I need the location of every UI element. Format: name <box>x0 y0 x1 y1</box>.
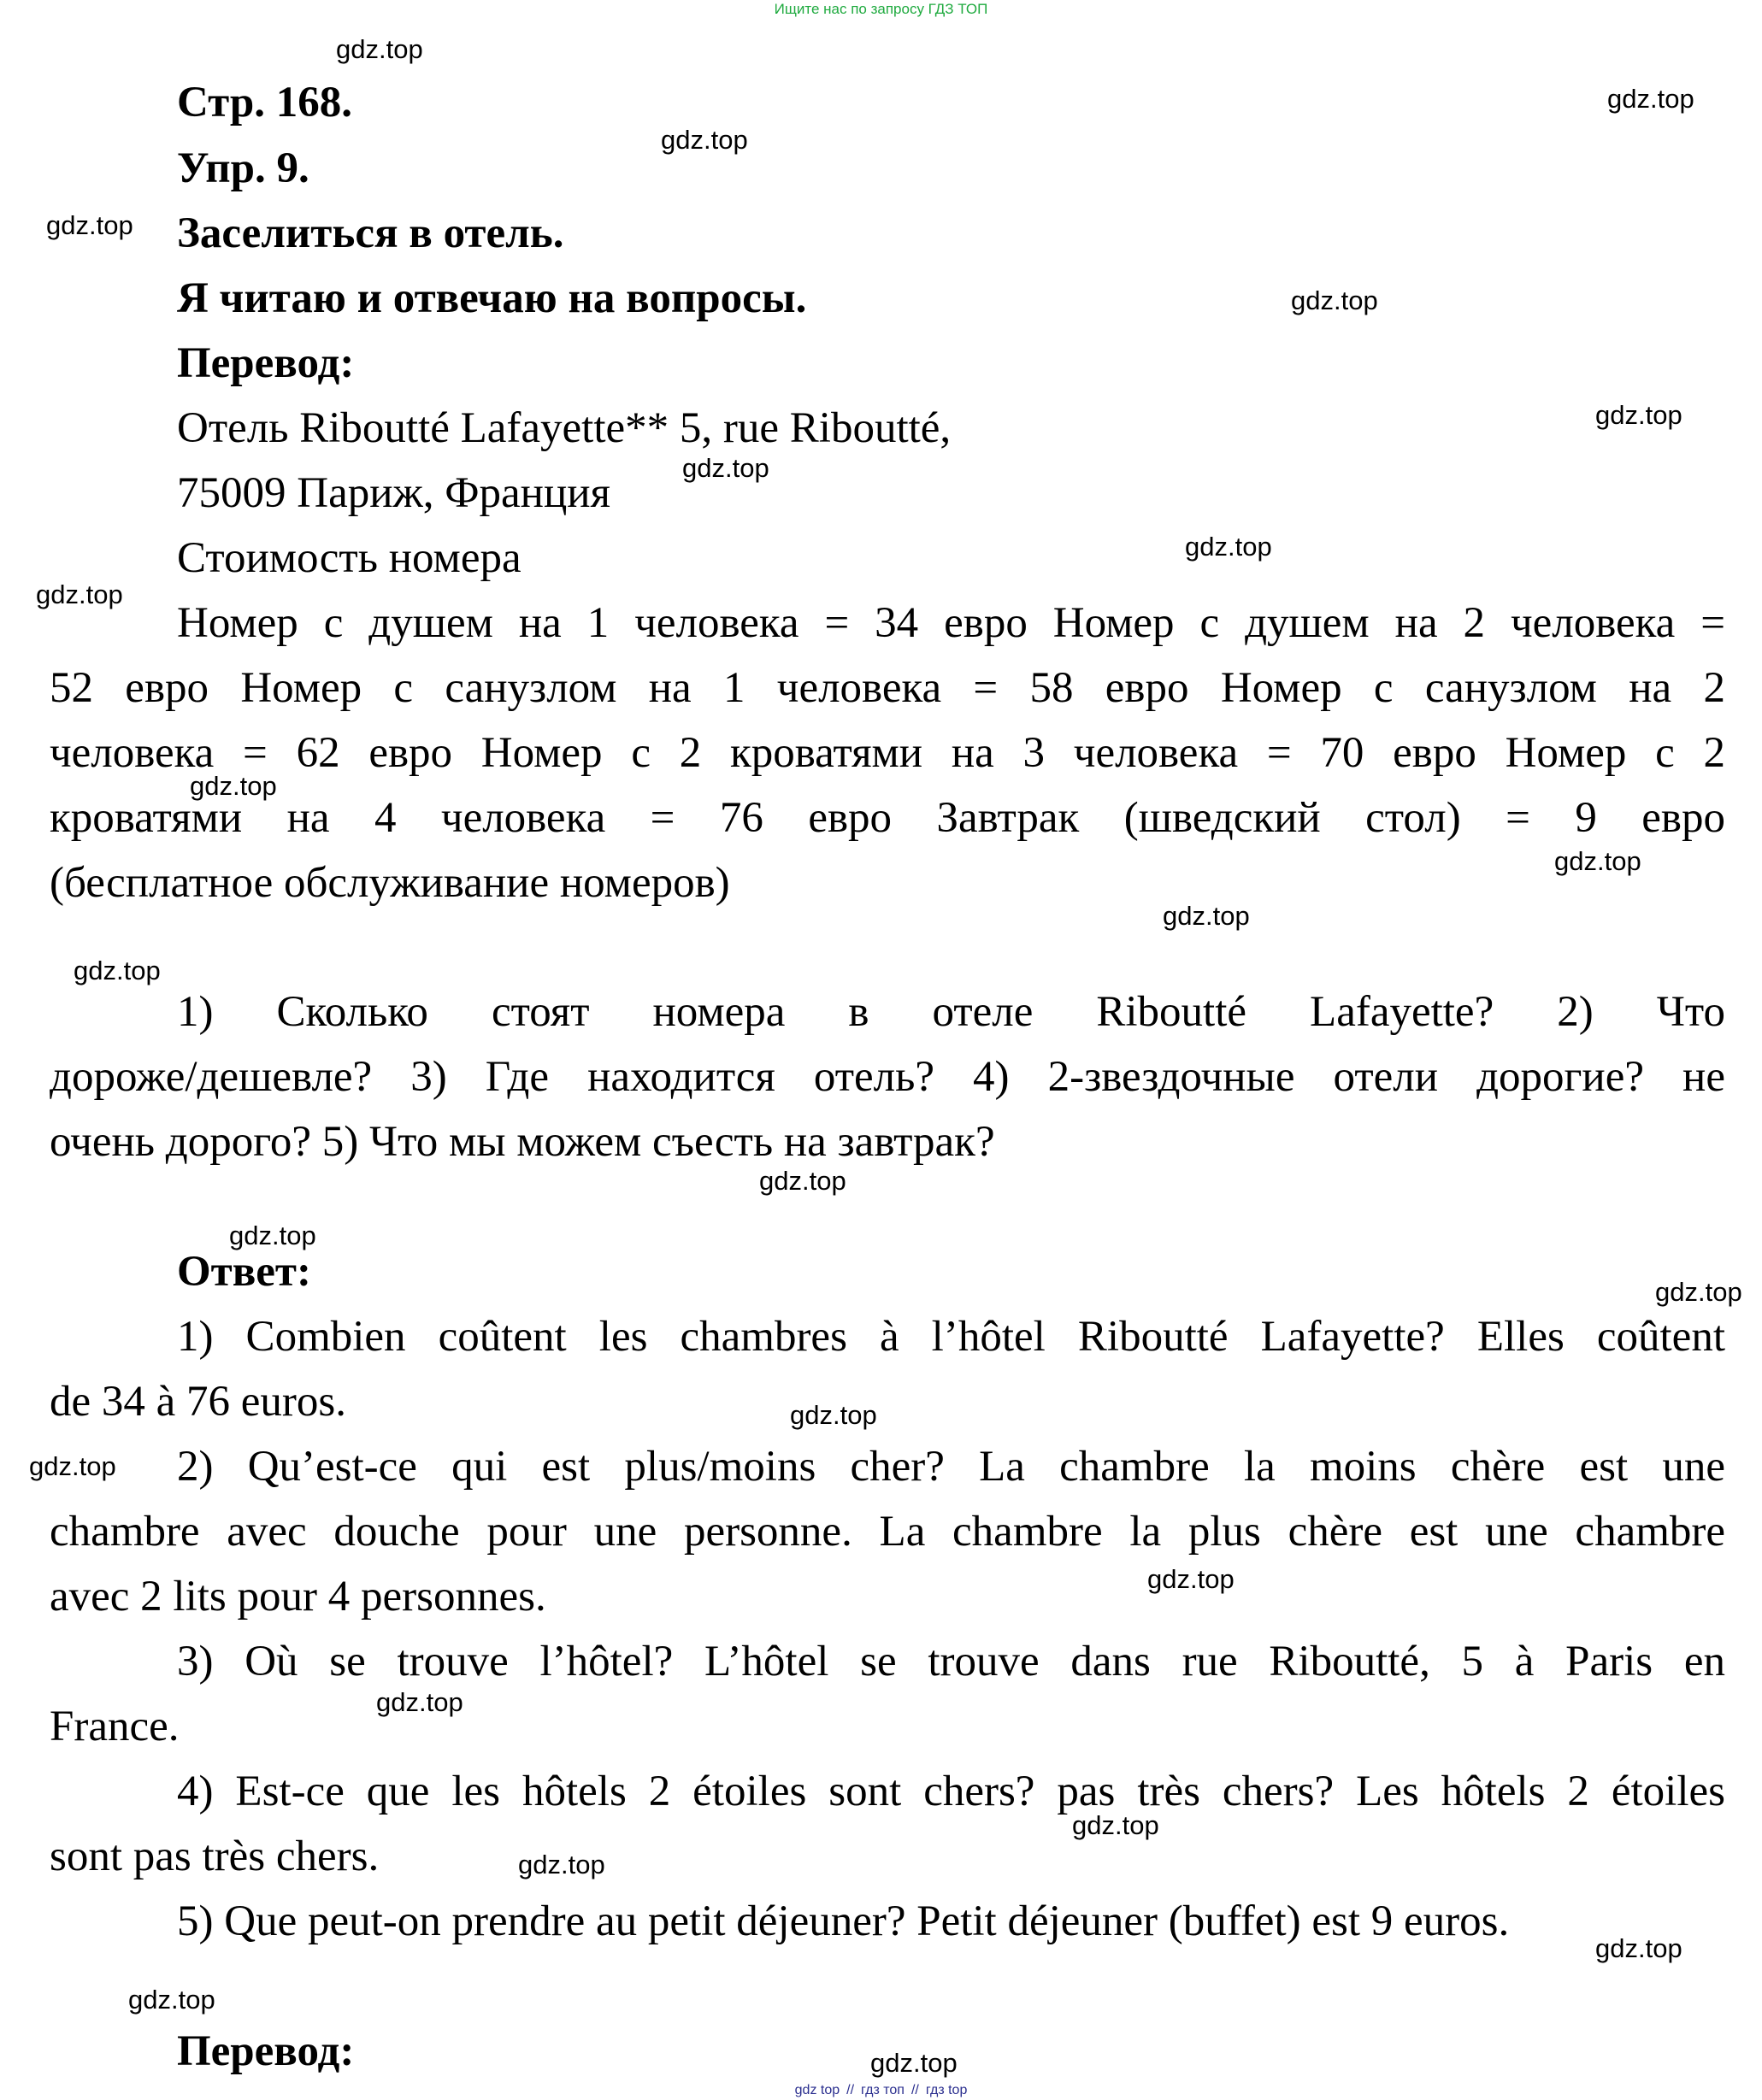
answer-line: 5) Que peut-on prendre au petit déjeuner? Petit déjeuner (buffet) est 9 euros. <box>177 1897 1510 1945</box>
watermark: gdz.top <box>74 956 161 985</box>
watermark: gdz.top <box>29 1451 116 1481</box>
prices-line: (бесплатное обслуживание номеров) <box>50 859 730 907</box>
translation-label: Перевод: <box>177 339 355 387</box>
bottom-banner-item: gdz top <box>794 2083 840 2097</box>
watermark: gdz.top <box>1655 1277 1742 1307</box>
watermark: gdz.top <box>1595 1933 1682 1963</box>
bottom-banner-item: гдз top <box>925 2083 968 2097</box>
watermark: gdz.top <box>1185 532 1272 562</box>
prices-line: Номер с душем на 1 человека = 34 евро Номер с душем на 2 человека = <box>177 599 1725 647</box>
bottom-banner <box>0 2081 1762 2100</box>
watermark: gdz.top <box>36 579 123 609</box>
hotel-address-line-2: 75009 Париж, Франция <box>177 469 611 517</box>
top-banner-text: Ищите нас по запросу ГДЗ ТОП <box>774 1 988 17</box>
watermark: gdz.top <box>190 771 277 801</box>
bottom-banner-separator: // <box>910 2083 919 2097</box>
watermark: gdz.top <box>1072 1810 1159 1840</box>
answer-label: Ответ: <box>177 1248 311 1296</box>
watermark: gdz.top <box>661 125 748 155</box>
watermark: gdz.top <box>1595 400 1682 430</box>
watermark: gdz.top <box>682 453 769 483</box>
answer-line: 4) Est-ce que les hôtels 2 étoiles sont chers? pas très chers? Les hôtels 2 étoiles <box>177 1768 1725 1815</box>
exercise-title: Заселиться в отель. <box>177 209 564 257</box>
prices-line: человека = 62 евро Номер с 2 кроватями на 3 человека = 70 евро Номер с 2 <box>50 729 1725 777</box>
answer-line: avec 2 lits pour 4 personnes. <box>50 1573 546 1621</box>
watermark: gdz.top <box>1147 1564 1235 1594</box>
bottom-banner-item: гдз топ <box>861 2083 905 2097</box>
answer-line: chambre avec douche pour une personne. La chambre la plus chère est une chambre <box>50 1508 1725 1556</box>
watermark: gdz.top <box>1163 901 1250 931</box>
watermark: gdz.top <box>870 2048 958 2078</box>
room-price-heading: Стоимость номера <box>177 534 522 582</box>
questions-line: дороже/дешевле? 3) Где находится отель? 4) 2-звездочные отели дорогие? не <box>50 1053 1725 1101</box>
final-translation-label: Перевод: <box>177 2027 355 2075</box>
top-banner <box>0 0 1762 19</box>
watermark: gdz.top <box>376 1687 463 1717</box>
hotel-address-line-1: Отель Riboutté Lafayette** 5, rue Riboutté, <box>177 404 952 452</box>
exercise-task: Я читаю и отвечаю на вопросы. <box>177 274 807 322</box>
watermark: gdz.top <box>1554 846 1641 876</box>
answer-line: de 34 à 76 euros. <box>50 1378 346 1426</box>
answer-line: sont pas très chers. <box>50 1832 380 1880</box>
prices-line: 52 евро Номер с санузлом на 1 человека = 58 евро Номер с санузлом на 2 <box>50 664 1725 712</box>
watermark: gdz.top <box>46 210 133 240</box>
answer-line: 2) Qu’est-ce qui est plus/moins cher? La chambre la moins chère est une <box>177 1443 1725 1491</box>
watermark: gdz.top <box>128 1985 215 2015</box>
page-number: Стр. 168. <box>177 79 352 126</box>
questions-line: 1) Сколько стоят номера в отеле Riboutté Lafayette? 2) Что <box>177 988 1725 1036</box>
exercise-number: Упр. 9. <box>177 144 309 192</box>
watermark: gdz.top <box>336 34 423 64</box>
watermark: gdz.top <box>1291 285 1378 315</box>
watermark: gdz.top <box>229 1221 316 1250</box>
prices-line: кроватями на 4 человека = 76 евро Завтрак (шведский стол) = 9 евро <box>50 794 1725 842</box>
bottom-banner-separator: // <box>846 2083 855 2097</box>
answer-line: 3) Où se trouve l’hôtel? L’hôtel se trouve dans rue Riboutté, 5 à Paris en <box>177 1638 1725 1685</box>
watermark: gdz.top <box>1607 84 1694 114</box>
answer-line: France. <box>50 1703 180 1750</box>
watermark: gdz.top <box>759 1166 846 1196</box>
questions-line: очень дорого? 5) Что мы можем съесть на завтрак? <box>50 1118 995 1166</box>
watermark: gdz.top <box>518 1850 605 1879</box>
watermark: gdz.top <box>790 1400 877 1430</box>
answer-line: 1) Combien coûtent les chambres à l’hôtel Riboutté Lafayette? Elles coûtent <box>177 1313 1725 1361</box>
